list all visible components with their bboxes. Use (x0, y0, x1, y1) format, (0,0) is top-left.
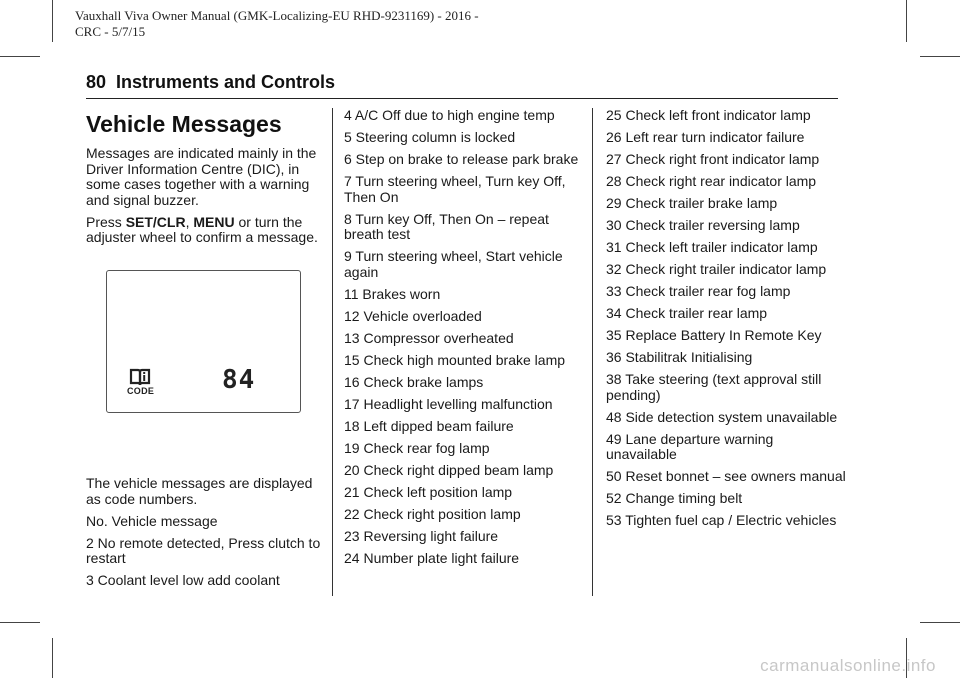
crop-mark (0, 622, 40, 623)
list-item: 13 Compressor overheated (344, 329, 514, 346)
list-item: 25 Check left front indicator lamp (606, 107, 811, 123)
list-item: 34 Check trailer rear lamp (606, 305, 768, 321)
document-meta: Vauxhall Viva Owner Manual (GMK-Localizing-EU RHD-9231169) - 2016 - CRC - 5/7/15 (75, 8, 479, 39)
list-item: 31 Check left trailer indicator lamp (606, 239, 818, 255)
page-number: 80 (86, 72, 107, 92)
list-item: 4 A/C Off due to high engine temp (344, 107, 555, 123)
list-item: 5 Steering column is locked (344, 129, 516, 145)
column-3 (606, 108, 846, 535)
list-item: 6 Step on brake to release park brake (344, 151, 579, 167)
column-divider (332, 108, 333, 596)
list-item: 24 Number plate light failure (344, 549, 520, 566)
list-item: 17 Headlight levelling malfunction (344, 395, 553, 412)
crop-mark (920, 622, 960, 623)
list-item: 18 Left dipped beam failure (344, 417, 514, 434)
press-instruction (86, 215, 322, 246)
list-item: 3 Coolant level low add coolant (86, 572, 280, 588)
watermark: carmanualsonline.info (760, 656, 936, 675)
list-item: 52 Change timing belt (606, 490, 743, 506)
message-list-1 (86, 536, 322, 589)
menu-button-label: MENU (193, 213, 235, 230)
dic-display (106, 270, 301, 413)
set-clr-button-label: SET/CLR (125, 213, 186, 230)
list-item: 7 Turn steering wheel, Turn key Off, Then On (344, 173, 566, 205)
message-list-3 (606, 108, 846, 529)
intro-paragraph: Messages are indicated mainly in the Driver Information Centre (DIC), in some cases together with a warning and signal buzzer. (86, 145, 317, 208)
list-item: 28 Check right rear indicator lamp (606, 173, 817, 189)
dic-figure (86, 252, 322, 476)
list-item: 49 Lane departure warning unavailable (606, 430, 774, 462)
message-list-2 (344, 108, 582, 566)
code-number: 84 (222, 365, 256, 395)
list-item: 32 Check right trailer indicator lamp (606, 261, 827, 277)
list-item: 8 Turn key Off, Then On – repeat breath test (344, 210, 549, 242)
list-item: 12 Vehicle overloaded (344, 307, 482, 324)
list-item: 35 Replace Battery In Remote Key (606, 327, 822, 343)
table-header: No. Vehicle message (86, 512, 218, 529)
column-1 (86, 108, 322, 595)
list-item: 33 Check trailer rear fog lamp (606, 283, 791, 299)
list-item: 21 Check left position lamp (344, 483, 513, 500)
header-rule (86, 98, 838, 99)
list-item: 9 Turn steering wheel, Start vehicle again (344, 248, 563, 280)
list-item: 50 Reset bonnet – see owners manual (606, 468, 846, 484)
crop-mark (906, 0, 907, 42)
chapter-title: Instruments and Controls (116, 72, 336, 92)
codes-paragraph: The vehicle messages are displayed as code numbers. (86, 475, 313, 507)
list-item: 15 Check high mounted brake lamp (344, 351, 566, 368)
list-item: 29 Check trailer brake lamp (606, 195, 778, 211)
press-suffix: or turn the adjuster wheel to confirm a message. (86, 213, 318, 245)
press-prefix: Press (86, 213, 122, 230)
list-item: 2 No remote detected, Press clutch to restart (86, 534, 321, 566)
list-item: 23 Reversing light failure (344, 527, 499, 544)
page-header (86, 72, 335, 93)
list-item: 27 Check right front indicator lamp (606, 151, 820, 167)
crop-mark (0, 56, 40, 57)
column-2 (344, 108, 582, 573)
list-item: 22 Check right position lamp (344, 505, 521, 522)
list-item: 11 Brakes worn (344, 285, 441, 302)
list-item: 30 Check trailer reversing lamp (606, 217, 800, 233)
list-item: 38 Take steering (text approval still pending) (606, 371, 822, 403)
crop-mark (920, 56, 960, 57)
crop-mark (52, 638, 53, 678)
list-item: 26 Left rear turn indicator failure (606, 129, 805, 145)
column-divider (592, 108, 593, 596)
press-separator: , (185, 213, 190, 230)
list-item: 36 Stabilitrak Initialising (606, 349, 753, 365)
list-item: 20 Check right dipped beam lamp (344, 461, 554, 478)
list-item: 16 Check brake lamps (344, 373, 484, 390)
list-item: 53 Tighten fuel cap / Electric vehicles (606, 512, 837, 528)
code-label: CODE (127, 386, 155, 396)
crop-mark (52, 0, 53, 42)
list-item: 48 Side detection system unavailable (606, 408, 838, 425)
section-title: Vehicle Messages (86, 111, 282, 137)
list-item: 19 Check rear fog lamp (344, 439, 490, 456)
